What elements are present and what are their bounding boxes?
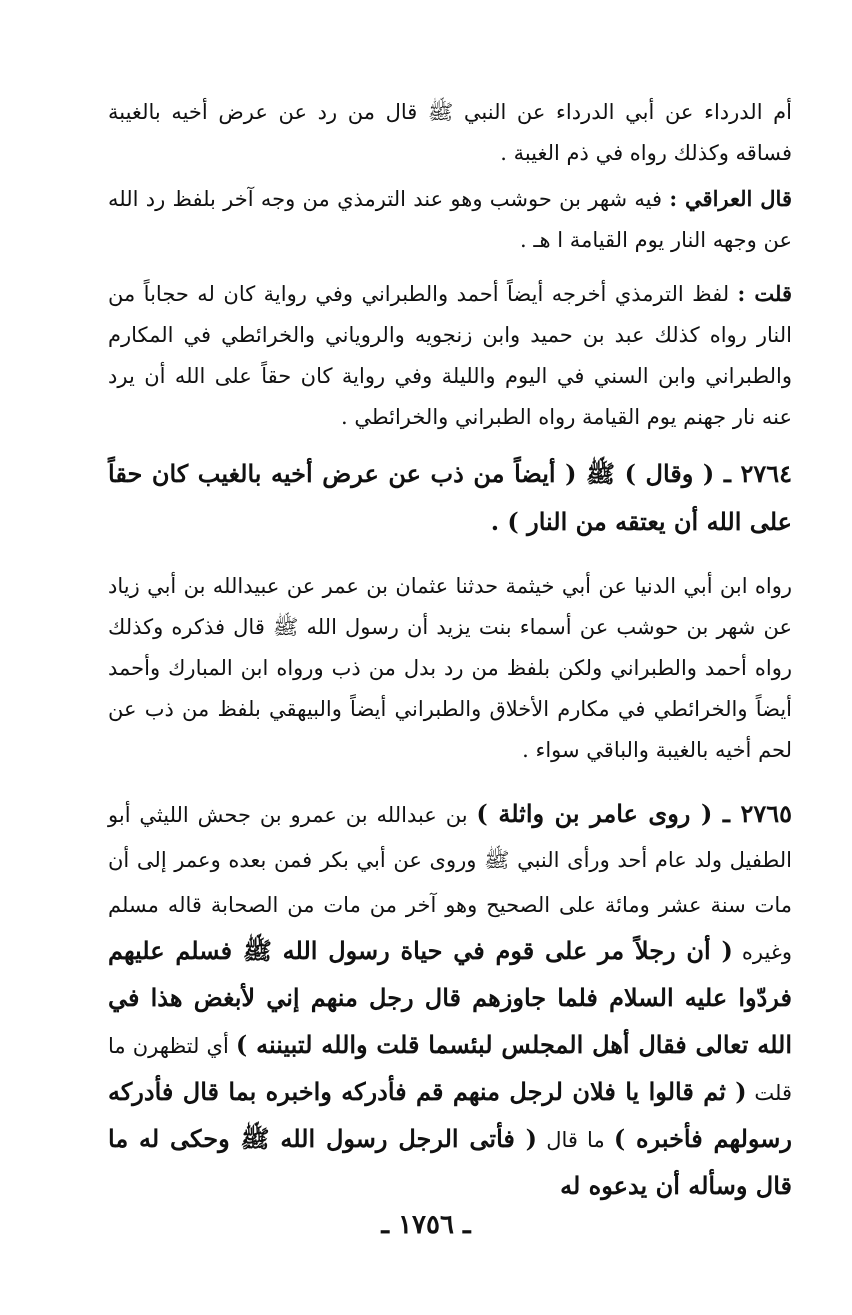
hadith-2765-bio: بن عبدالله بن عمرو بن جحش الليثي أبو الطفيل ولد عام أحد ورأى النبي ﷺ وروى عن أبي بكر فمن بعده وعمر إلى أن مات سنة عشر ومائة على الصحيح وهو آخر من مات من الصحابة قاله مسلم وغيره bbox=[108, 803, 792, 964]
paragraph-1-text: أم الدرداء عن أبي الدرداء عن النبي ﷺ قال من رد عن عرض أخيه بالغيبة فساقه وكذلك رواه في ذم الغيبة . bbox=[108, 100, 792, 165]
iraqi-text: فيه شهر بن حوشب وهو عند الترمذي من وجه آخر بلفظ رد الله عن وجهه النار يوم القيامة ا هـ . bbox=[108, 187, 792, 252]
paragraph-iraqi bbox=[108, 178, 792, 261]
page-body bbox=[108, 92, 792, 1210]
hadith-2765-matn-1: ( أن رجلاً مر على قوم في حياة رسول الله ﷺ فسلم عليهم فردّوا عليه السلام فلما جاوزهم قال رجل منهم إني لأبغض هذا في الله تعالى فقال أهل المجلس لبئسما قلت والله لتبيننه ) bbox=[108, 936, 792, 1059]
hadith-2764-text: ٢٧٦٤ ـ ( وقال ) ﷺ ( أيضاً من ذب عن عرض أخيه بالغيب كان حقاً على الله أن يعتقه من النار ) . bbox=[108, 459, 792, 536]
paragraph-takhrij bbox=[108, 566, 792, 771]
hadith-2765 bbox=[108, 791, 792, 1210]
qultu-label: قلت : bbox=[737, 281, 792, 306]
page-number: ـ ١٧٥٦ ـ bbox=[381, 1210, 471, 1240]
hadith-2765-gloss-2: ما قال bbox=[537, 1128, 614, 1152]
iraqi-label: قال العراقي : bbox=[669, 186, 792, 211]
hadith-2764 bbox=[108, 450, 792, 546]
qultu-text: لفظ الترمذي أخرجه أيضاً أحمد والطبراني وفي رواية كان له حجاباً من النار رواه كذلك عبد بن حميد وابن زنجويه والروياني والخرائطي في المكارم والطبراني وابن السني في اليوم والليلة وفي رواية كان حقاً على الله أن يرد عنه نار جهنم يوم القيامة رواه الطبراني والخرائطي . bbox=[108, 282, 792, 429]
hadith-2765-heading: ٢٧٦٥ ـ ( روى عامر بن واثلة ) bbox=[476, 799, 793, 828]
paragraph-qultu bbox=[108, 273, 792, 438]
hadith-2765-matn-3: ( فأتى الرجل رسول الله ﷺ وحكى له ما قال وسأله أن يدعوه له bbox=[108, 1124, 792, 1200]
hadith-2765-matn-2: ( ثم قالوا يا فلان لرجل منهم قم فأدركه واخبره بما قال فأدركه رسولهم فأخبره ) bbox=[108, 1077, 792, 1153]
takhrij-text: رواه ابن أبي الدنيا عن أبي خيثمة حدثنا عثمان بن عمر عن عبيدالله بن أبي زياد عن شهر بن حوشب عن أسماء بنت يزيد أن رسول الله ﷺ قال فذكره وكذلك رواه أحمد والطبراني ولكن بلفظ من رد بدل من ذب ورواه ابن المبارك وأحمد أيضاً والخرائطي في مكارم الأخلاق والطبراني أيضاً والبيهقي بلفظ من ذب عن لحم أخيه بالغيبة والباقي سواء . bbox=[108, 574, 792, 762]
paragraph-1 bbox=[108, 92, 792, 174]
hadith-2765-gloss-1: أي لتظهرن ما قلت bbox=[108, 1034, 792, 1105]
